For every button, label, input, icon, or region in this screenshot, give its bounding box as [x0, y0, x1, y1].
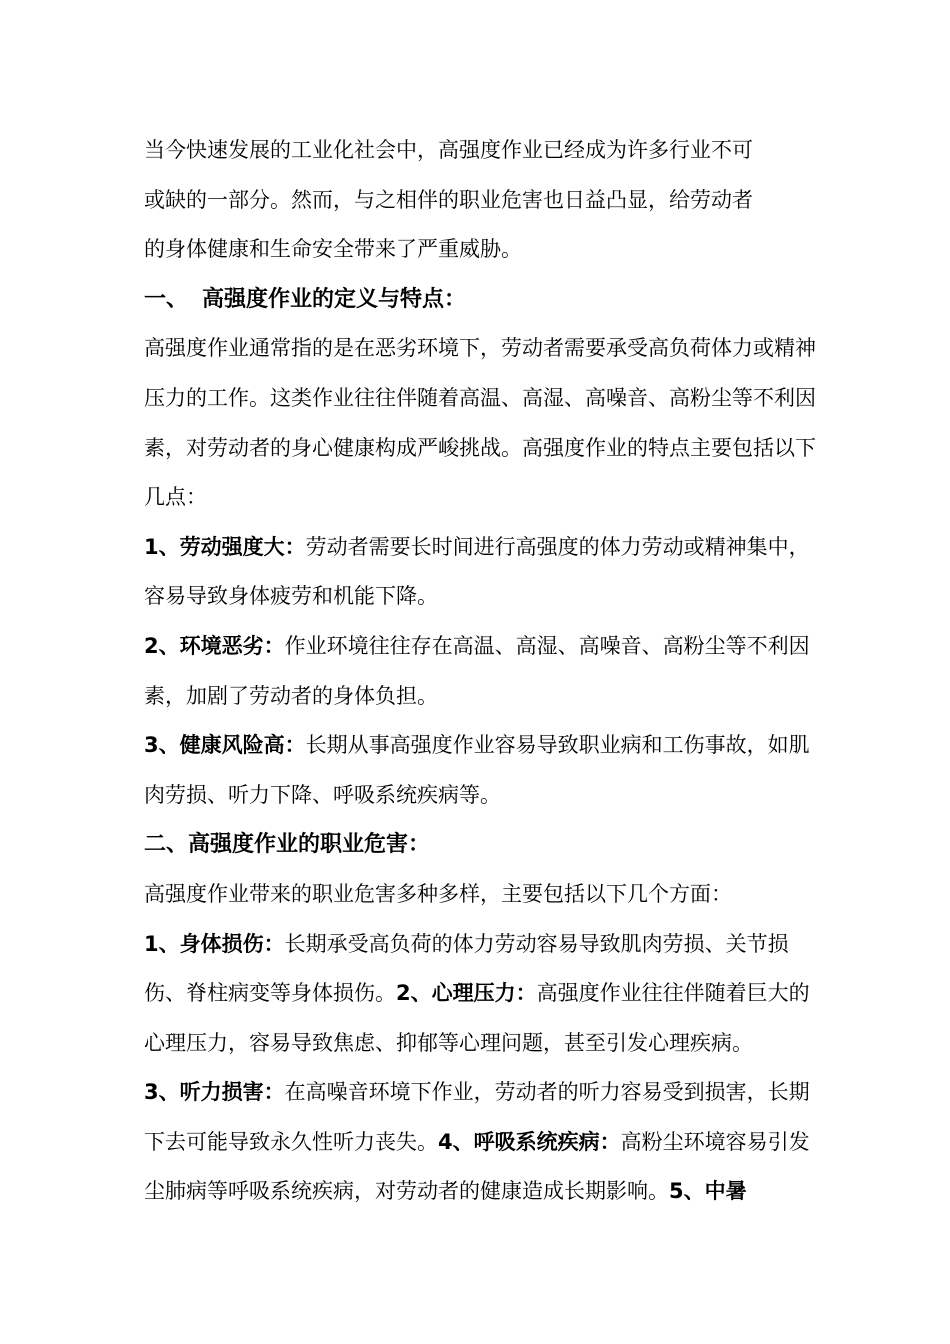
section1-item-2-label: 2、环境恶劣： [144, 633, 285, 658]
section2-body: 高强度作业带来的职业危害多种多样，主要包括以下几个方面： [144, 881, 732, 906]
section2-item-3-label: 3、听力损害： [144, 1080, 285, 1105]
section2-item-1-label: 1、身体损伤： [144, 931, 285, 956]
section2-item-1-2 [144, 920, 816, 1069]
section1-item-1-label: 1、劳动强度大： [144, 534, 306, 559]
section1-item-1 [144, 523, 816, 622]
document-page [144, 126, 816, 1217]
section2-item-3-5 [144, 1068, 816, 1217]
section2-item-2-label: 2、心理压力： [396, 981, 537, 1006]
section1-item-3 [144, 721, 816, 820]
section2-item-1-text: 长期承受高负荷的体力劳动容易导致肌肉劳损、关节损伤、脊柱病变等身体损伤。 [144, 931, 789, 1006]
section1-item-2-text: 作业环境往往存在高温、高湿、高噪音、高粉尘等不利因素，加剧了劳动者的身体负担。 [144, 633, 810, 708]
section1-title: 高强度作业的定义与特点： [202, 286, 467, 312]
intro-line-1: 当今快速发展的工业化社会中，高强度作业已经成为许多行业不可 [144, 138, 753, 162]
intro-paragraph [144, 126, 816, 275]
intro-line-2: 或缺的一部分。然而，与之相伴的职业危害也日益凸显，给劳动者 [144, 187, 753, 212]
section1-item-3-label: 3、健康风险高： [144, 733, 306, 758]
section2-item-4-label: 4、呼吸系统疾病： [438, 1129, 621, 1154]
section1-heading [144, 275, 816, 325]
section1-item-2 [144, 622, 816, 721]
section1-item-3-text: 长期从事高强度作业容易导致职业病和工伤事故，如肌肉劳损、听力下降、呼吸系统疾病等。 [144, 733, 810, 807]
section2-item-5-label: 5、中暑 [669, 1179, 747, 1204]
section1-number: 一、 [144, 286, 189, 312]
section1-body: 高强度作业通常指的是在恶劣环境下，劳动者需要承受高负荷体力或精神压力的工作。这类作业往往伴随着高温、高湿、高噪音、高粉尘等不利因素，对劳动者的身心健康构成严峻挑战。高强度作业的特点主要包括以下几点： [144, 336, 816, 510]
section2-item-2-text: 高强度作业往往伴随着巨大的心理压力，容易导致焦虑、抑郁等心理问题，甚至引发心理疾病。 [144, 981, 810, 1055]
section1-item-1-text: 劳动者需要长时间进行高强度的体力劳动或精神集中，容易导致身体疲劳和机能下降。 [144, 534, 810, 609]
section2-item-4-text: 高粉尘环境容易引发尘肺病等呼吸系统疾病，对劳动者的健康造成长期影响。 [144, 1129, 810, 1204]
intro-line-3: 的身体健康和生命安全带来了严重威胁。 [144, 237, 522, 262]
section2-item-3-text: 在高噪音环境下作业，劳动者的听力容易受到损害，长期下去可能导致永久性听力丧失。 [144, 1080, 810, 1154]
section2-heading: 二、高强度作业的职业危害： [144, 832, 431, 858]
